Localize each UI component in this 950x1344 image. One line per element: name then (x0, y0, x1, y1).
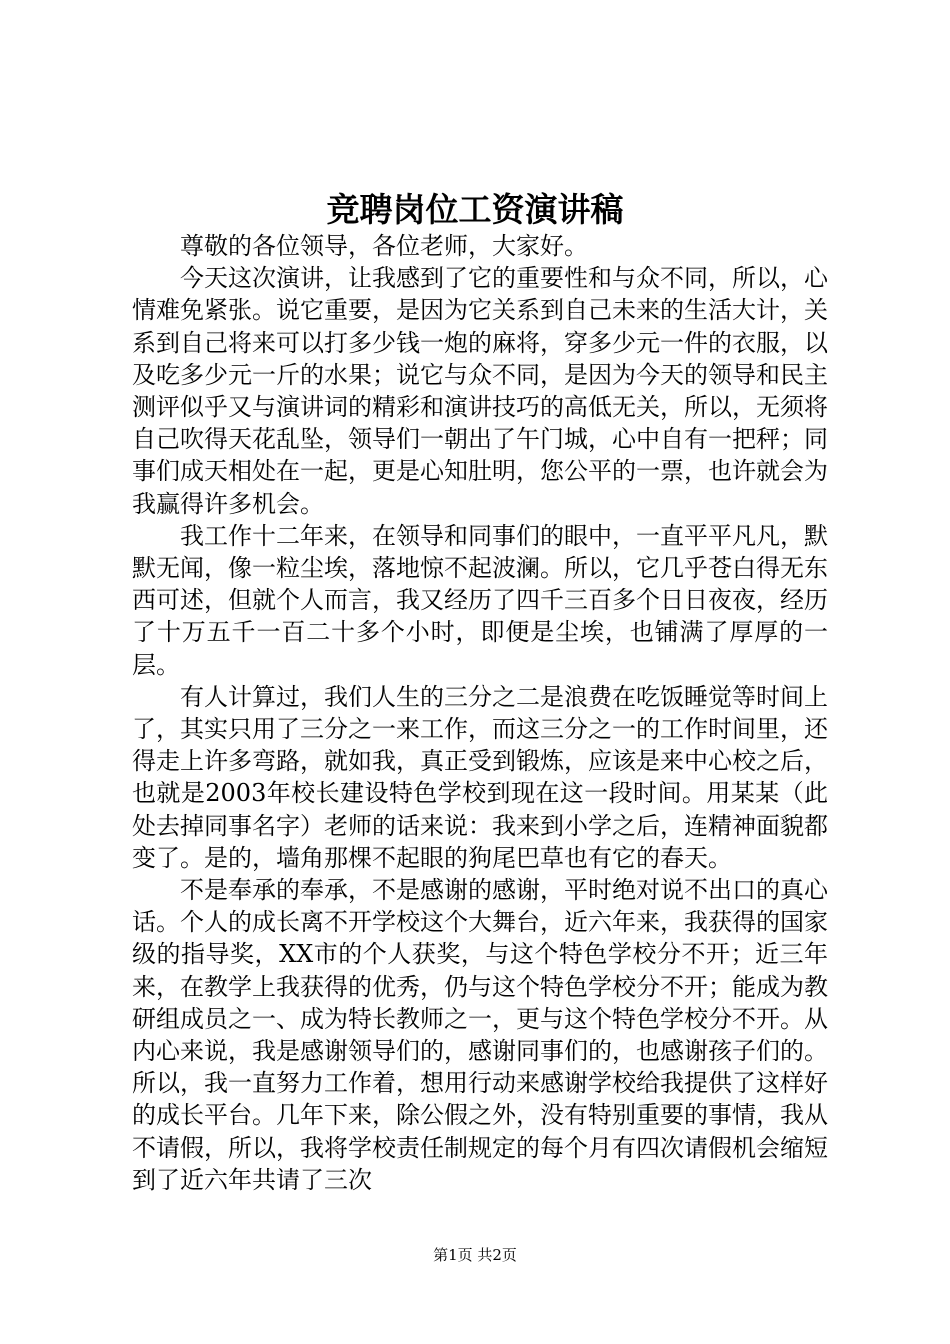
paragraph-gratitude: 不是奉承的奉承，不是感谢的感谢，平时绝对说不出口的真心话。个人的成长离不开学校这个大舞台，近六年来，我获得的国家级的指导奖，XX市的个人获奖，与这个特色学校分不开；近三年来，在教学上我获得的优秀，仍与这个特色学校分不开；能成为教研组成员之一、成为特长教师之一，更与这个特色学校分不开。从内心来说，我是感谢领导们的，感谢同事们的，也感谢孩子们的。所以，我一直努力工作着，想用行动来感谢学校给我提供了这样好的成长平台。几年下来，除公假之外，没有特别重要的事情，我从不请假，所以，我将学校责任制规定的每个月有四次请假机会缩短到了近六年共请了三次 (132, 876, 828, 1194)
page-footer: 第1页 共2页 (433, 1246, 517, 1264)
page-title: 竞聘岗位工资演讲稿 (326, 190, 624, 229)
paragraph-importance: 今天这次演讲，让我感到了它的重要性和与众不同，所以，心情难免紧张。说它重要，是因为它关系到自己未来的生活大计，关系到自己将来可以打多少钱一炮的麻将，穿多少元一件的衣服，以及吃多少元一斤的水果；说它与众不同，是因为今天的领导和民主测评似乎又与演讲词的精彩和演讲技巧的高低无关，所以，无须将自己吹得天花乱坠，领导们一朝出了午门城，心中自有一把秤；同事们成天相处在一起，更是心知肚明，您公平的一票，也许就会为我赢得许多机会。 (132, 264, 828, 518)
paragraph-life-time: 有人计算过，我们人生的三分之二是浪费在吃饭睡觉等时间上了，其实只用了三分之一来工作，而这三分之一的工作时间里，还得走上许多弯路，就如我，真正受到锻炼，应该是来中心校之后，也就是2003年校长建设特色学校到现在这一段时间。用某某（此处去掉同事名字）老师的话来说：我来到小学之后，连精神面貌都变了。是的，墙角那棵不起眼的狗尾巴草也有它的春天。 (132, 682, 828, 872)
document-body (132, 230, 828, 1196)
paragraph-greeting: 尊敬的各位领导，各位老师，大家好。 (180, 232, 588, 260)
paragraph-work-years: 我工作十二年来，在领导和同事们的眼中，一直平平凡凡，默默无闻，像一粒尘埃，落地惊不起波澜。所以，它几乎苍白得无东西可述，但就个人而言，我又经历了四千三百多个日日夜夜，经历了十万五千一百二十多个小时，即便是尘埃，也铺满了厚厚的一层。 (132, 521, 828, 679)
